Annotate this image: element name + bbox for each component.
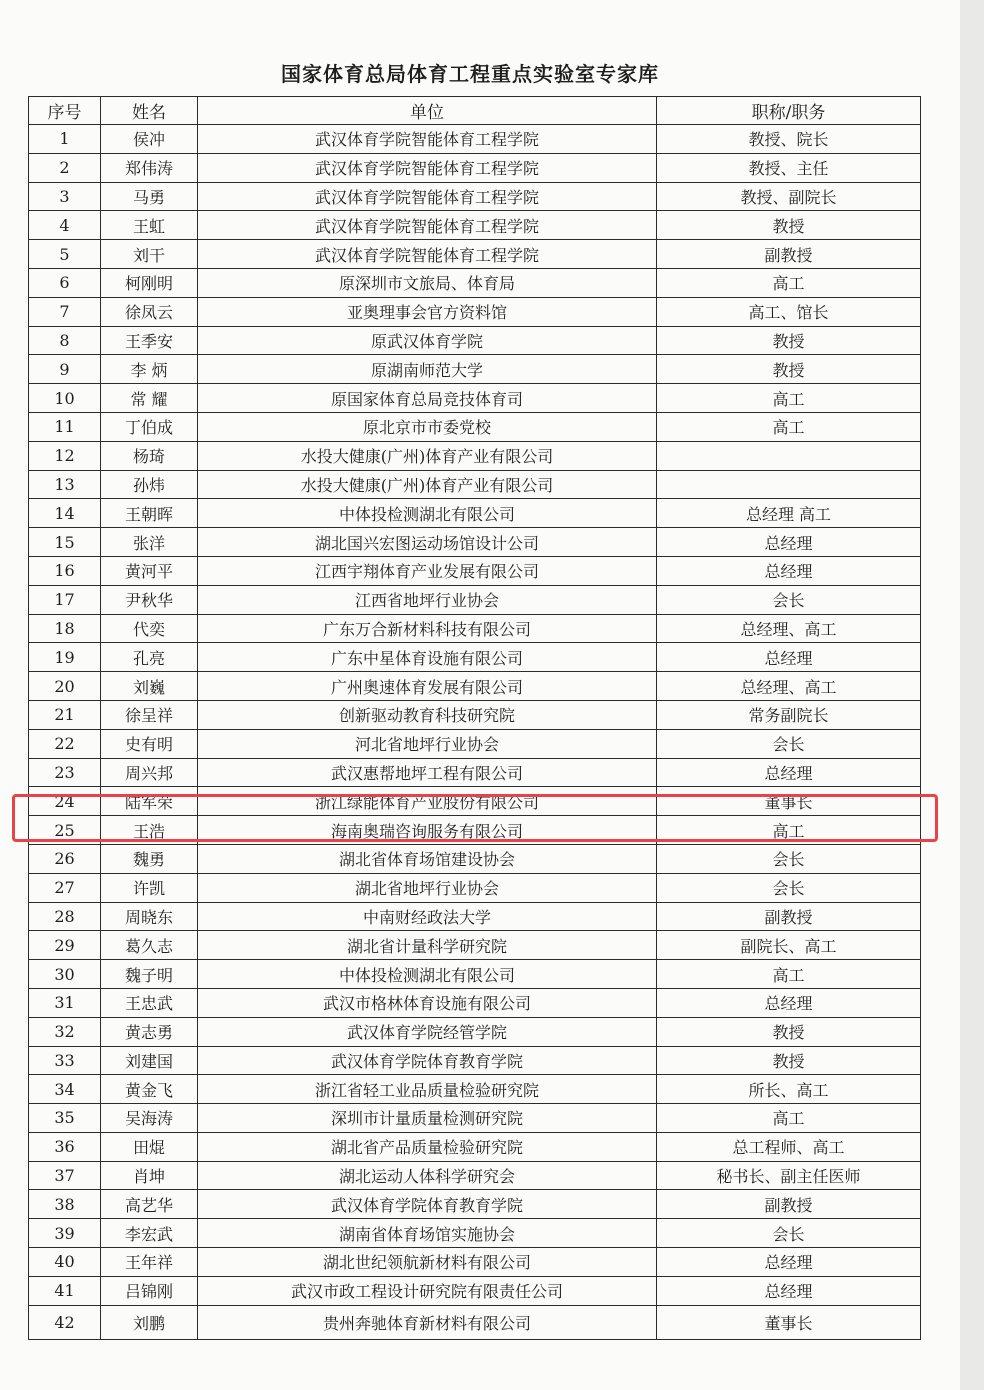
- table-row: [29, 1104, 921, 1133]
- cell-name: 王虹: [101, 211, 198, 240]
- cell-unit: 武汉市政工程设计研究院有限责任公司: [198, 1276, 657, 1305]
- cell-title: 教授: [657, 1046, 921, 1075]
- cell-title: 教授、主任: [657, 153, 921, 182]
- cell-title: 高工: [657, 816, 921, 845]
- cell-name: 黄金飞: [101, 1075, 198, 1104]
- cell-title: 教授: [657, 211, 921, 240]
- cell-name: 王忠武: [101, 988, 198, 1017]
- table-row: [29, 499, 921, 528]
- header-name: 姓名: [101, 97, 198, 125]
- cell-unit: 湖北省计量科学研究院: [198, 931, 657, 960]
- cell-name: 李宏武: [101, 1219, 198, 1248]
- cell-number: 23: [29, 758, 101, 787]
- table-row: [29, 960, 921, 989]
- cell-number: 25: [29, 816, 101, 845]
- cell-unit: 原湖南师范大学: [198, 355, 657, 384]
- cell-unit: 湖北国兴宏图运动场馆设计公司: [198, 528, 657, 557]
- cell-title: 常务副院长: [657, 700, 921, 729]
- cell-number: 22: [29, 729, 101, 758]
- cell-name: 王浩: [101, 816, 198, 845]
- cell-name: 王年祥: [101, 1248, 198, 1277]
- table-row: [29, 268, 921, 297]
- table-row: [29, 1161, 921, 1190]
- cell-number: 37: [29, 1161, 101, 1190]
- header-number: 序号: [29, 97, 101, 125]
- table-row: [29, 1046, 921, 1075]
- cell-number: 17: [29, 585, 101, 614]
- cell-name: 黄志勇: [101, 1017, 198, 1046]
- table-row: [29, 643, 921, 672]
- cell-title: 董事长: [657, 1305, 921, 1339]
- table-row: [29, 873, 921, 902]
- cell-unit: 广东万合新材料科技有限公司: [198, 614, 657, 643]
- cell-number: 18: [29, 614, 101, 643]
- cell-title: 高工: [657, 384, 921, 413]
- cell-title: 副教授: [657, 1190, 921, 1219]
- cell-name: 徐凤云: [101, 297, 198, 326]
- cell-title: 总经理 高工: [657, 499, 921, 528]
- cell-name: 陆军荣: [101, 787, 198, 816]
- table-row: [29, 1075, 921, 1104]
- cell-number: 15: [29, 528, 101, 557]
- table-row: [29, 326, 921, 355]
- cell-title: [657, 441, 921, 470]
- cell-name: 魏勇: [101, 844, 198, 873]
- cell-number: 34: [29, 1075, 101, 1104]
- cell-name: 刘巍: [101, 672, 198, 701]
- table-header-row: [29, 97, 921, 125]
- cell-name: 尹秋华: [101, 585, 198, 614]
- cell-name: 黄河平: [101, 556, 198, 585]
- cell-name: 田焜: [101, 1132, 198, 1161]
- cell-unit: 中体投检测湖北有限公司: [198, 960, 657, 989]
- cell-number: 41: [29, 1276, 101, 1305]
- table-row: [29, 758, 921, 787]
- cell-name: 王朝晖: [101, 499, 198, 528]
- cell-number: 21: [29, 700, 101, 729]
- table-row: [29, 700, 921, 729]
- cell-unit: 河北省地坪行业协会: [198, 729, 657, 758]
- cell-unit: 湖北省体育场馆建设协会: [198, 844, 657, 873]
- cell-unit: 水投大健康(广州)体育产业有限公司: [198, 470, 657, 499]
- cell-number: 32: [29, 1017, 101, 1046]
- cell-name: 刘干: [101, 240, 198, 269]
- cell-name: 高艺华: [101, 1190, 198, 1219]
- cell-title: 教授: [657, 326, 921, 355]
- header-title: 职称/职务: [657, 97, 921, 125]
- cell-name: 杨琦: [101, 441, 198, 470]
- cell-name: 侯冲: [101, 125, 198, 154]
- cell-unit: 湖北省产品质量检验研究院: [198, 1132, 657, 1161]
- cell-name: 史有明: [101, 729, 198, 758]
- cell-number: 36: [29, 1132, 101, 1161]
- expert-table: [28, 96, 921, 1340]
- cell-number: 40: [29, 1248, 101, 1277]
- cell-number: 6: [29, 268, 101, 297]
- table-row: [29, 1017, 921, 1046]
- cell-title: 教授、院长: [657, 125, 921, 154]
- table-row: [29, 211, 921, 240]
- cell-name: 张洋: [101, 528, 198, 557]
- table-row: [29, 125, 921, 154]
- cell-number: 24: [29, 787, 101, 816]
- cell-unit: 武汉体育学院智能体育工程学院: [198, 153, 657, 182]
- cell-title: 会长: [657, 1219, 921, 1248]
- header-unit: 单位: [198, 97, 657, 125]
- cell-name: 马勇: [101, 182, 198, 211]
- cell-name: 葛久志: [101, 931, 198, 960]
- side-margin: [960, 0, 984, 1390]
- cell-unit: 原北京市市委党校: [198, 412, 657, 441]
- cell-title: 副教授: [657, 902, 921, 931]
- cell-title: 总经理: [657, 528, 921, 557]
- table-row: [29, 441, 921, 470]
- cell-name: 刘建国: [101, 1046, 198, 1075]
- table-row: [29, 585, 921, 614]
- cell-name: 王季安: [101, 326, 198, 355]
- table-row: [29, 355, 921, 384]
- table-row: [29, 816, 921, 845]
- cell-title: 高工: [657, 1104, 921, 1133]
- cell-number: 12: [29, 441, 101, 470]
- cell-number: 20: [29, 672, 101, 701]
- cell-title: 副院长、高工: [657, 931, 921, 960]
- cell-unit: 水投大健康(广州)体育产业有限公司: [198, 441, 657, 470]
- cell-number: 1: [29, 125, 101, 154]
- cell-name: 魏子明: [101, 960, 198, 989]
- cell-number: 38: [29, 1190, 101, 1219]
- table-row: [29, 672, 921, 701]
- cell-unit: 原国家体育总局竞技体育司: [198, 384, 657, 413]
- cell-title: 会长: [657, 729, 921, 758]
- cell-unit: 湖北省地坪行业协会: [198, 873, 657, 902]
- cell-unit: 武汉体育学院智能体育工程学院: [198, 182, 657, 211]
- cell-number: 5: [29, 240, 101, 269]
- table-row: [29, 528, 921, 557]
- table-row: [29, 297, 921, 326]
- table-row: [29, 1190, 921, 1219]
- cell-number: 7: [29, 297, 101, 326]
- cell-number: 26: [29, 844, 101, 873]
- cell-title: 总经理、高工: [657, 614, 921, 643]
- cell-name: 周兴邦: [101, 758, 198, 787]
- cell-title: 副教授: [657, 240, 921, 269]
- cell-unit: 江西省地坪行业协会: [198, 585, 657, 614]
- cell-number: 19: [29, 643, 101, 672]
- cell-name: 肖坤: [101, 1161, 198, 1190]
- cell-unit: 武汉市格林体育设施有限公司: [198, 988, 657, 1017]
- table-row: [29, 931, 921, 960]
- cell-name: 孔亮: [101, 643, 198, 672]
- cell-name: 李 炳: [101, 355, 198, 384]
- cell-title: 董事长: [657, 787, 921, 816]
- cell-title: 高工: [657, 960, 921, 989]
- cell-title: 高工: [657, 412, 921, 441]
- table-row: [29, 787, 921, 816]
- table-row: [29, 988, 921, 1017]
- cell-unit: 武汉体育学院智能体育工程学院: [198, 211, 657, 240]
- cell-name: 常 耀: [101, 384, 198, 413]
- cell-unit: 深圳市计量质量检测研究院: [198, 1104, 657, 1133]
- cell-unit: 创新驱动教育科技研究院: [198, 700, 657, 729]
- cell-name: 柯刚明: [101, 268, 198, 297]
- cell-title: 高工: [657, 268, 921, 297]
- table-row: [29, 1219, 921, 1248]
- table-row: [29, 729, 921, 758]
- cell-title: 会长: [657, 585, 921, 614]
- cell-number: 29: [29, 931, 101, 960]
- table-row: [29, 1248, 921, 1277]
- table-row: [29, 844, 921, 873]
- table-row: [29, 1276, 921, 1305]
- cell-name: 刘鹏: [101, 1305, 198, 1339]
- cell-unit: 武汉体育学院体育教育学院: [198, 1046, 657, 1075]
- cell-unit: 原武汉体育学院: [198, 326, 657, 355]
- cell-number: 11: [29, 412, 101, 441]
- cell-name: 吴海涛: [101, 1104, 198, 1133]
- cell-unit: 浙江绿能体育产业股份有限公司: [198, 787, 657, 816]
- cell-unit: 湖北世纪领航新材料有限公司: [198, 1248, 657, 1277]
- table-row: [29, 240, 921, 269]
- cell-unit: 江西宇翔体育产业发展有限公司: [198, 556, 657, 585]
- table-row: [29, 412, 921, 441]
- table-row: [29, 902, 921, 931]
- cell-name: 徐呈祥: [101, 700, 198, 729]
- cell-number: 9: [29, 355, 101, 384]
- cell-title: 总经理: [657, 988, 921, 1017]
- table-body: [29, 125, 921, 1340]
- cell-unit: 海南奥瑞咨询服务有限公司: [198, 816, 657, 845]
- cell-title: 总工程师、高工: [657, 1132, 921, 1161]
- cell-number: 33: [29, 1046, 101, 1075]
- cell-name: 丁伯成: [101, 412, 198, 441]
- table-row: [29, 556, 921, 585]
- cell-title: 总经理: [657, 1276, 921, 1305]
- cell-title: 总经理: [657, 556, 921, 585]
- cell-name: 周晓东: [101, 902, 198, 931]
- cell-unit: 武汉惠帮地坪工程有限公司: [198, 758, 657, 787]
- cell-name: 孙炜: [101, 470, 198, 499]
- cell-number: 14: [29, 499, 101, 528]
- table-row: [29, 1132, 921, 1161]
- table-row: [29, 153, 921, 182]
- cell-name: 代奕: [101, 614, 198, 643]
- cell-name: 吕锦刚: [101, 1276, 198, 1305]
- cell-number: 30: [29, 960, 101, 989]
- table-row: [29, 384, 921, 413]
- cell-title: 所长、高工: [657, 1075, 921, 1104]
- cell-number: 35: [29, 1104, 101, 1133]
- cell-title: [657, 470, 921, 499]
- cell-unit: 武汉体育学院智能体育工程学院: [198, 125, 657, 154]
- cell-title: 总经理: [657, 643, 921, 672]
- cell-title: 秘书长、副主任医师: [657, 1161, 921, 1190]
- table-row: [29, 182, 921, 211]
- cell-number: 42: [29, 1305, 101, 1339]
- cell-unit: 原深圳市文旅局、体育局: [198, 268, 657, 297]
- cell-unit: 武汉体育学院智能体育工程学院: [198, 240, 657, 269]
- cell-title: 教授、副院长: [657, 182, 921, 211]
- cell-name: 郑伟涛: [101, 153, 198, 182]
- cell-number: 28: [29, 902, 101, 931]
- table-row: [29, 470, 921, 499]
- cell-title: 会长: [657, 844, 921, 873]
- document-title: 国家体育总局体育工程重点实验室专家库: [281, 62, 659, 86]
- cell-number: 31: [29, 988, 101, 1017]
- cell-unit: 广州奥速体育发展有限公司: [198, 672, 657, 701]
- cell-unit: 亚奥理事会官方资料馆: [198, 297, 657, 326]
- cell-unit: 武汉体育学院经管学院: [198, 1017, 657, 1046]
- cell-number: 10: [29, 384, 101, 413]
- cell-number: 8: [29, 326, 101, 355]
- cell-number: 39: [29, 1219, 101, 1248]
- cell-number: 16: [29, 556, 101, 585]
- cell-title: 教授: [657, 355, 921, 384]
- cell-title: 总经理: [657, 1248, 921, 1277]
- table-row: [29, 614, 921, 643]
- cell-unit: 贵州奔驰体育新材料有限公司: [198, 1305, 657, 1339]
- cell-unit: 中南财经政法大学: [198, 902, 657, 931]
- cell-title: 教授: [657, 1017, 921, 1046]
- cell-number: 27: [29, 873, 101, 902]
- cell-title: 总经理: [657, 758, 921, 787]
- table-row: [29, 1305, 921, 1339]
- cell-title: 总经理、高工: [657, 672, 921, 701]
- cell-number: 3: [29, 182, 101, 211]
- cell-number: 2: [29, 153, 101, 182]
- cell-unit: 浙江省轻工业品质量检验研究院: [198, 1075, 657, 1104]
- cell-number: 13: [29, 470, 101, 499]
- cell-unit: 武汉体育学院体育教育学院: [198, 1190, 657, 1219]
- cell-unit: 湖北运动人体科学研究会: [198, 1161, 657, 1190]
- cell-unit: 广东中星体育设施有限公司: [198, 643, 657, 672]
- cell-name: 许凯: [101, 873, 198, 902]
- cell-unit: 湖南省体育场馆实施协会: [198, 1219, 657, 1248]
- cell-title: 高工、馆长: [657, 297, 921, 326]
- cell-title: 会长: [657, 873, 921, 902]
- cell-number: 4: [29, 211, 101, 240]
- cell-unit: 中体投检测湖北有限公司: [198, 499, 657, 528]
